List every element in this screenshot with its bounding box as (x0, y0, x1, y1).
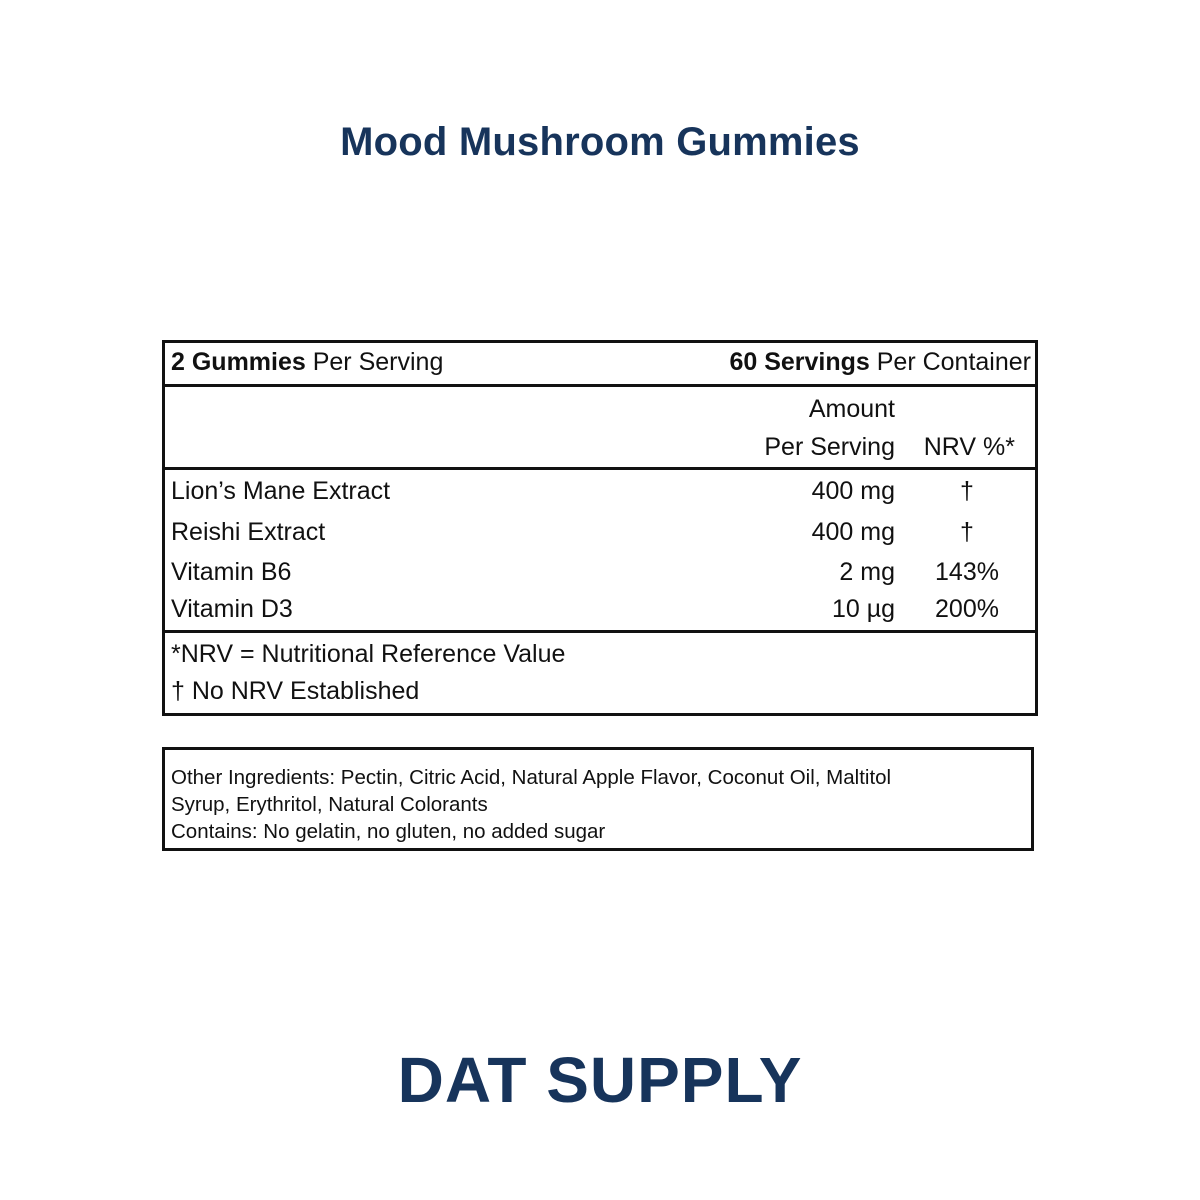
nrv-header: NRV %* (923, 433, 1015, 461)
nutrient-amount: 10 µg (831, 595, 895, 623)
nutrient-name: Vitamin D3 (171, 595, 293, 623)
contains-line: Contains: No gelatin, no gluten, no added sugar (171, 820, 606, 843)
supplement-facts-panel (162, 340, 1038, 716)
nutrient-row (165, 472, 1035, 508)
nutrient-nrv: † (960, 477, 974, 505)
product-title: Mood Mushroom Gummies (340, 120, 860, 164)
nutrient-row (165, 553, 1035, 589)
amount-header-line1: Amount (808, 395, 895, 423)
nutrient-amount: 400 mg (811, 477, 895, 505)
nutrient-row (165, 590, 1035, 626)
servings-count: 60 Servings (729, 348, 870, 376)
nrv-definition-footnote: *NRV = Nutritional Reference Value (171, 640, 566, 668)
nutrient-name: Reishi Extract (171, 518, 326, 546)
nutrient-rows (165, 470, 1035, 633)
footnotes (165, 633, 1035, 713)
dagger-footnote: † No NRV Established (171, 677, 420, 705)
ingredients-line: Syrup, Erythritol, Natural Colorants (171, 793, 488, 816)
nutrient-name: Lion’s Mane Extract (171, 477, 391, 505)
serving-size-label: Per Serving (305, 348, 444, 376)
serving-info-row (165, 343, 1035, 387)
nutrient-name: Vitamin B6 (171, 558, 292, 586)
nutrient-amount: 400 mg (811, 518, 895, 546)
amount-header-line2: Per Serving (764, 433, 895, 461)
servings-label: Per Container (869, 348, 1031, 376)
other-ingredients-text (171, 764, 1011, 845)
nutrient-amount: 2 mg (839, 558, 895, 586)
nutrient-nrv: 200% (935, 595, 999, 623)
servings-per-container (729, 348, 1031, 377)
ingredients-line: Other Ingredients: Pectin, Citric Acid, Natural Apple Flavor, Coconut Oil, Maltitol (171, 766, 892, 789)
nutrient-nrv: † (960, 518, 974, 546)
serving-size (171, 348, 443, 377)
serving-size-count: 2 Gummies (171, 348, 306, 376)
brand-logo-text: DAT SUPPLY (397, 1044, 803, 1116)
nutrient-row (165, 513, 1035, 549)
nutrient-nrv: 143% (935, 558, 999, 586)
other-ingredients-box (162, 747, 1034, 851)
column-header (165, 387, 1035, 470)
